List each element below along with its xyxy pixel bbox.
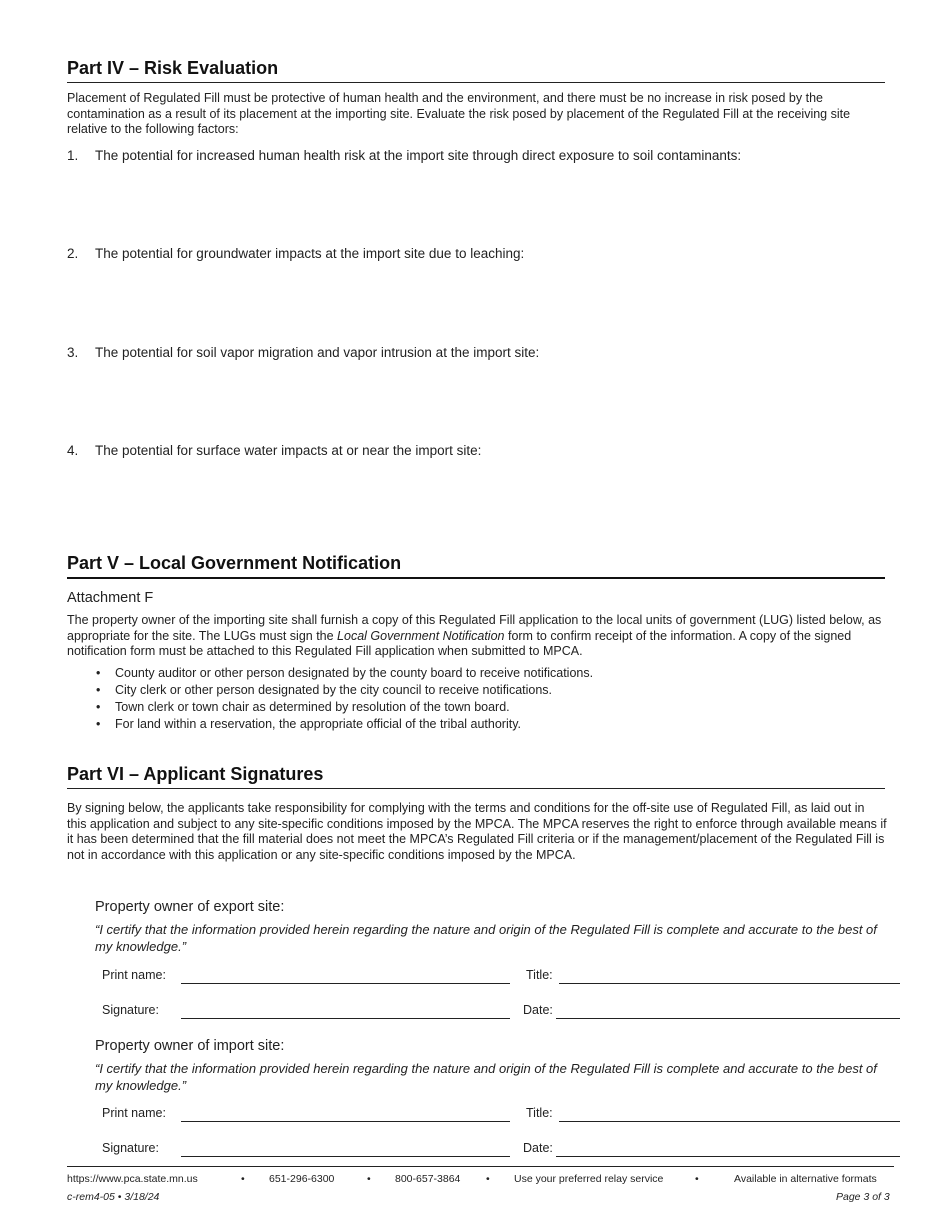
list-item: • City clerk or other person designated by the city council to receive notifications. (96, 683, 553, 697)
export-print-name-field[interactable] (181, 983, 510, 984)
export-owner-title: Property owner of export site: (95, 899, 285, 915)
footer-page-number: Page 3 of 3 (836, 1191, 890, 1203)
footer-separator: • (486, 1173, 490, 1185)
attachment-label: Attachment F (67, 590, 154, 606)
footer-doc-id: c-rem4-05 • 3/18/24 (67, 1191, 160, 1203)
question-text: The potential for increased human health risk at the import site through direct exposure to soil contaminants: (95, 148, 742, 163)
question-text: The potential for groundwater impacts at the import site due to leaching: (95, 246, 525, 261)
import-certification: “I certify that the information provided herein regarding the nature and origin of the Regulated Fill is complete and accurate to the best of my knowledge.” (95, 1061, 877, 1093)
question-3 (67, 345, 887, 360)
question-text: The potential for soil vapor migration and vapor intrusion at the import site: (95, 345, 540, 360)
footer-formats: Available in alternative formats (734, 1173, 877, 1185)
question-number: 2. (67, 246, 79, 261)
part-v-heading: Part V – Local Government Notification (67, 553, 885, 579)
print-name-label: Print name: (102, 1106, 166, 1120)
date-label: Date: (523, 1003, 553, 1017)
question-number: 4. (67, 443, 79, 458)
footer-separator: • (695, 1173, 699, 1185)
export-date-field[interactable] (556, 1018, 900, 1019)
footer-url[interactable]: https://www.pca.state.mn.us (67, 1173, 198, 1185)
date-label: Date: (523, 1141, 553, 1155)
title-label: Title: (526, 968, 553, 982)
question-number: 1. (67, 148, 79, 163)
print-name-label: Print name: (102, 968, 166, 982)
footer-separator: • (241, 1173, 245, 1185)
export-title-field[interactable] (559, 983, 900, 984)
lug-list (67, 665, 887, 733)
question-text: The potential for surface water impacts at or near the import site: (95, 443, 482, 458)
part-vi-intro: By signing below, the applicants take responsibility for complying with the terms and conditions for the off-site use of Regulated Fill, as laid out in this application and subject to any site-specific conditions imposed by the MPCA. The MPCA reserves the right to enforce through available means if it has been determined that the fill material does not meet the MPCA’s Regulated Fill criteria or if the management/placement of the Regulated Fill is not in accordance with this application or any site-specific conditions imposed by the MPCA. (67, 801, 887, 862)
signature-label: Signature: (102, 1003, 159, 1017)
footer-relay: Use your preferred relay service (514, 1173, 664, 1185)
export-signature-field[interactable] (181, 1018, 510, 1019)
form-name: Local Government Notification (337, 628, 505, 643)
import-signature-field[interactable] (181, 1156, 510, 1157)
part-v-paragraph: The property owner of the importing site shall furnish a copy of this Regulated Fill application to the local units of government (LUG) listed below, as appropriate for the site. The LUGs must sign the Local Government Notification form to confirm receipt of the information. A copy of the signed notification form must be attached to this Regulated Fill application when submitted to MPCA. (67, 613, 882, 658)
footer-phone-1: 651-296-6300 (269, 1173, 335, 1185)
footer-phone-2: 800-657-3864 (395, 1173, 461, 1185)
question-number: 3. (67, 345, 79, 360)
part-iv-intro: Placement of Regulated Fill must be protective of human health and the environment, and there must be no increase in risk posed by the contamination as a result of its placement at the importing site. Evaluate the risk posed by placement of the Regulated Fill at the receiving site relative to the following factors: (67, 91, 851, 136)
list-item: • For land within a reservation, the appropriate official of the tribal authority. (96, 717, 522, 731)
question-2 (67, 246, 887, 261)
question-4 (67, 443, 887, 458)
import-date-field[interactable] (556, 1156, 900, 1157)
footer-divider (67, 1166, 894, 1167)
title-label: Title: (526, 1106, 553, 1120)
list-item: • Town clerk or town chair as determined by resolution of the town board. (96, 700, 510, 714)
question-1 (67, 148, 887, 163)
part-vi-heading: Part VI – Applicant Signatures (67, 764, 885, 789)
import-print-name-field[interactable] (181, 1121, 510, 1122)
footer-separator: • (367, 1173, 371, 1185)
list-item: • County auditor or other person designated by the county board to receive notifications. (96, 666, 594, 680)
import-title-field[interactable] (559, 1121, 900, 1122)
import-owner-title: Property owner of import site: (95, 1038, 285, 1054)
part-iv-heading: Part IV – Risk Evaluation (67, 58, 885, 83)
export-certification: “I certify that the information provided herein regarding the nature and origin of the Regulated Fill is complete and accurate to the best of my knowledge.” (95, 922, 877, 954)
signature-label: Signature: (102, 1141, 159, 1155)
